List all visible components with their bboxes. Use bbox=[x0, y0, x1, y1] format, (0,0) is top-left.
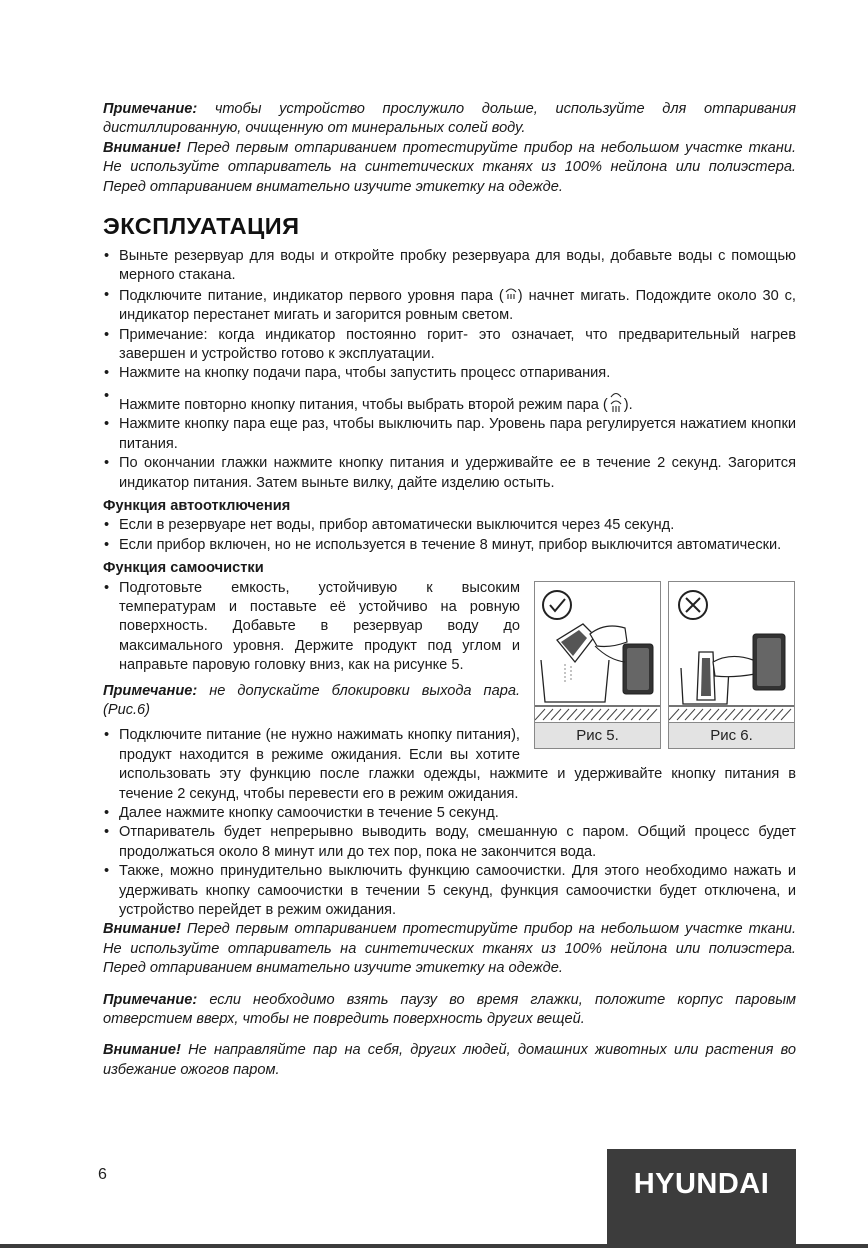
intro-warning-label: Внимание! bbox=[103, 139, 181, 156]
list-item: • Нажмите на кнопку подачи пара, чтобы запустить процесс отпаривания. bbox=[103, 364, 796, 383]
intro-warning bbox=[103, 139, 796, 197]
brand-logo-text: HYUNDAI bbox=[633, 1168, 770, 1200]
page-number: 6 bbox=[98, 1166, 107, 1183]
intro-warning-text: Перед первым отпариванием протестируйте прибор на небольшом участке ткани. Не используйте отпариватель на синтетических тканях из 100% нейлона или полиэстера. Перед отпариванием внимательно изучите этикетку на одежде. bbox=[103, 139, 796, 195]
list-item: • Нажмите повторно кнопку питания, чтобы выбрать второй режим пара ( ). bbox=[103, 387, 796, 415]
list-item: • По окончании глажки нажмите кнопку питания и удерживайте ее в течение 2 секунд. Загорится индикатор питания. Затем выньте вилку, дайте изделию остыть. bbox=[103, 454, 796, 493]
intro-note-text: чтобы устройство прослужило дольше, используйте для отпаривания дистиллированную, очищенную от минеральных солей воду. bbox=[103, 101, 796, 137]
list-item: • Далее нажмите кнопку самоочистки в течение 5 секунд. bbox=[103, 804, 796, 823]
bottom-rule bbox=[0, 1244, 868, 1248]
self-clean-list-1 bbox=[103, 579, 796, 676]
list-item: • Примечание: когда индикатор постоянно горит- это означает, что предварительный нагрев завершен и устройство готово к эксплуатации. bbox=[103, 326, 796, 365]
brand-logo bbox=[607, 1149, 796, 1248]
section-title-self-clean: Функция самоочистки bbox=[103, 560, 264, 577]
warning-3-text: Не направляйте пар на себя, других людей, домашних животных или растения во избежание ожогов паром. bbox=[103, 1042, 796, 1078]
auto-off-list bbox=[103, 516, 796, 555]
warning-2 bbox=[103, 920, 796, 978]
list-item: • Если прибор включен, но не используется в течение 8 минут, прибор выключится автоматически. bbox=[103, 536, 796, 555]
warning-2-text: Перед первым отпариванием протестируйте прибор на небольшом участке ткани. Не используйте отпариватель на синтетических тканях из 100% нейлона или полиэстера. Перед отпариванием внимательно изучите этикетку на одежде. bbox=[103, 921, 796, 977]
list-item: • Подготовьте емкость, устойчивую к высоким температурам и поставьте её устойчиво на ровную поверхность. Добавьте в резервуар воду до максимального уровня. Держите продукт под углом и направьте паровую головку вниз, как на рисунке 5. bbox=[103, 579, 796, 676]
note-2-text: если необходимо взять паузу во время глажки, положите корпус паровым отверстием вверх, чтобы не повредить поверхность других вещей. bbox=[103, 991, 796, 1028]
list-item: • Также, можно принудительно выключить функцию самоочистки. Для этого необходимо нажать и удерживать кнопку самоочистки в течении 5 секунд, функция самоочистки будет отключена, и устройство перейдет в режим ожидания. bbox=[103, 862, 796, 920]
figure-6-caption: Рис 6. bbox=[669, 722, 794, 748]
list-item: • Нажмите кнопку пара еще раз, чтобы выключить пар. Уровень пара регулируется нажатием кнопки питания. bbox=[103, 415, 796, 454]
list-item: • Выньте резервуар для воды и откройте пробку резервуара для воды, добавьте воды с помощью мерного стакана. bbox=[103, 247, 796, 286]
self-clean-note-text: не допускайте блокировки выхода пара. (Рис.6) bbox=[103, 682, 520, 718]
section-title-auto-off: Функция автоотключения bbox=[103, 497, 291, 514]
steam-level-1-icon bbox=[504, 286, 518, 305]
note-2 bbox=[103, 991, 796, 1030]
note-2-label: Примечание: bbox=[103, 991, 198, 1008]
intro-note bbox=[103, 100, 796, 139]
self-clean-note-label: Примечание: bbox=[103, 682, 198, 699]
operation-list bbox=[103, 247, 796, 493]
warning-3-label: Внимание! bbox=[103, 1042, 181, 1059]
warning-3 bbox=[103, 1041, 796, 1080]
list-item: • Подключите питание, индикатор первого уровня пара ( ) начнет мигать. Подождите около 30 с, индикатор перестанет мигать и загорится ровным светом. bbox=[103, 286, 796, 326]
section-title-operation: ЭКСПЛУАТАЦИЯ bbox=[103, 213, 300, 240]
warning-2-label: Внимание! bbox=[103, 921, 181, 938]
self-clean-list-2 bbox=[103, 726, 796, 920]
steam-level-2-icon bbox=[608, 387, 624, 414]
intro-note-label: Примечание: bbox=[103, 101, 198, 117]
list-item: • Подключите питание (не нужно нажимать кнопку питания), продукт находится в режиме ожидания. Если вы хотите использовать эту функцию после глажки одежды, нажмите и удерживайте кнопку питания в течение 2 секунд, чтобы перевести его в режим ожидания. bbox=[103, 726, 796, 804]
page-content bbox=[103, 100, 796, 1080]
figure-5-caption: Рис 5. bbox=[535, 722, 660, 748]
list-item: • Если в резервуаре нет воды, прибор автоматически выключится через 45 секунд. bbox=[103, 516, 796, 535]
list-item: • Отпариватель будет непрерывно выводить воду, смешанную с паром. Общий процесс будет продолжаться около 8 минут или до тех пор, пока не закончится вода. bbox=[103, 823, 796, 862]
